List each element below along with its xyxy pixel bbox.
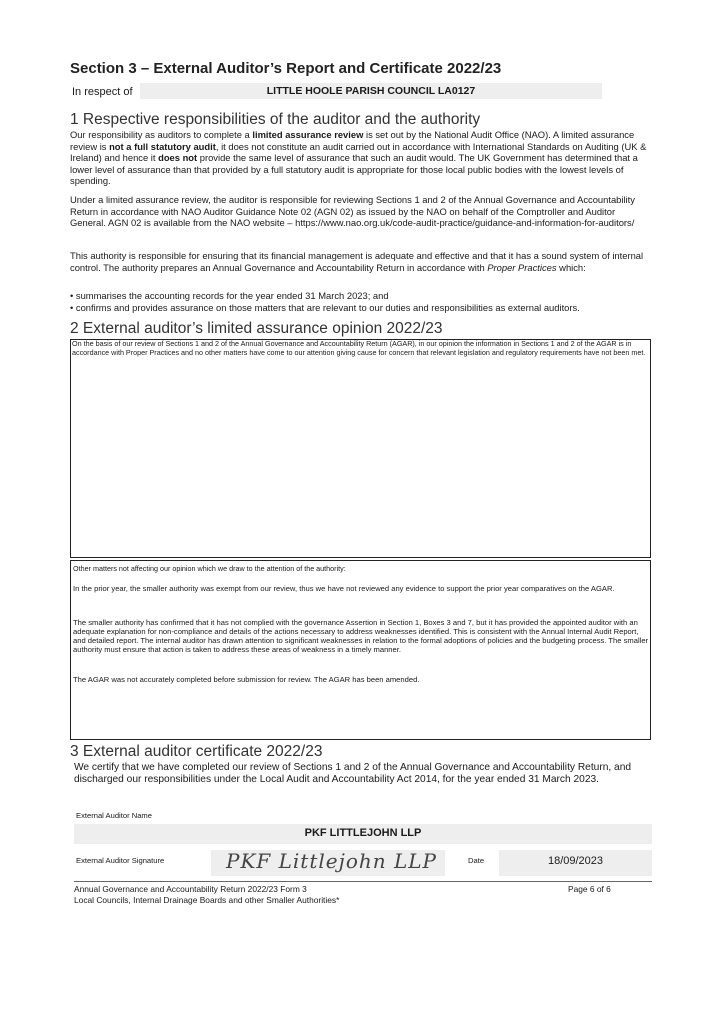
- date-label: Date: [468, 856, 485, 865]
- authority-name: LITTLE HOOLE PARISH COUNCIL LA0127: [266, 85, 476, 97]
- section2-heading: 2 External auditor’s limited assurance opinion 2022/23: [70, 320, 443, 337]
- p3-text-a: This authority is responsible for ensuring that its financial management is adequate and effective and that it has a sound system of internal control. The authority prepares an Annual Governance and Accountability Return in accordance with: [70, 250, 644, 273]
- p3-text-c: which:: [556, 261, 586, 273]
- respect-label: In respect of: [72, 86, 133, 98]
- opinion-text: On the basis of our review of Sections 1 and 2 of the Annual Governance and Accountability Return (AGAR), in our opinion the information in Sections 1 and 2 of the AGAR is in accordance with Proper Practices and no other matters have come to our attention giving cause for concern that relevant legislation and regulatory requirements have not been met.: [72, 339, 646, 357]
- page-number: Page 6 of 6: [568, 884, 611, 894]
- bullet-item: • summarises the accounting records for the year ended 31 March 2023; and: [70, 290, 389, 301]
- p1-text-a: Our responsibility as auditors to complete a: [70, 129, 253, 140]
- other-matters-intro: Other matters not affecting our opinion which we draw to the attention of the authority:: [73, 564, 346, 573]
- other-matter-3: The AGAR was not accurately completed before submission for review. The AGAR has been amended.: [73, 675, 420, 684]
- bullet-item: • confirms and provides assurance on those matters that are relevant to our duties and responsibilities as external auditors.: [70, 302, 580, 313]
- footer-divider: [74, 881, 652, 882]
- opinion-box: [70, 339, 651, 558]
- auditor-name-label: External Auditor Name: [76, 811, 152, 820]
- other-matter-2: The smaller authority has confirmed that it has not complied with the governance Assertion in Section 1, Boxes 3 and 7, but it has provided the appointed auditor with an adequate explanation for non-compliance and details of the actions necessary to address weaknesses identified. This is consistent with the Annual Internal Audit Report, and detailed report. The internal auditor has drawn attention to significant weaknesses in relation to the formal adoptions of policies and the budgeting process. The smaller authority must ensure that action is taken to address these areas of weakness in a timely manner.: [73, 618, 649, 654]
- p1-bold-not-full-audit: not a full statutory audit: [109, 140, 216, 152]
- page-title: Section 3 – External Auditor’s Report and Certificate 2022/23: [70, 60, 502, 77]
- p1-bold-does-not: does not: [158, 152, 198, 163]
- p1-text-e: , it does not constitute an audit carried out in accordance with International Standards on Auditing (UK & Ireland) and hence it: [70, 140, 647, 163]
- certificate-text: We certify that we have completed our review of Sections 1 and 2 of the Annual Governance and Accountability Return, and discharged our responsibilities under the Local Audit and Accountability Act 2014, for the year ended 31 March 2023.: [74, 762, 632, 785]
- p1-text-c: is set out by the National Audit Office (NAO). A limited assurance review is: [70, 129, 635, 152]
- section1-heading: 1 Respective responsibilities of the auditor and the authority: [70, 111, 481, 128]
- section1-bullets: [70, 290, 650, 314]
- section3-heading: 3 External auditor certificate 2022/23: [70, 743, 323, 760]
- footer-form-line: Annual Governance and Accountability Return 2022/23 Form 3: [74, 884, 307, 894]
- p1-bold-limited-review: limited assurance review: [252, 129, 364, 140]
- auditor-signature: PKF Littlejohn LLP: [226, 849, 437, 873]
- footer-authorities-line: Local Councils, Internal Drainage Boards and other Smaller Authorities*: [74, 895, 340, 905]
- p3-proper-practices: Proper Practices: [487, 261, 557, 273]
- auditor-signature-label: External Auditor Signature: [76, 856, 165, 865]
- auditor-name-value: PKF LITTLEJOHN LLP: [304, 827, 422, 839]
- section1-paragraph-2: Under a limited assurance review, the auditor is responsible for reviewing Sections 1 and 2 of the Annual Governance and Accountability Return in accordance with NAO Auditor Guidance Note 02 (AGN 02) as issued by the NAO on behalf of the Comptroller and Auditor General. AGN 02 is available from the NAO website – https://www.nao.org.uk/code-audit-practice/guidance-and-information-for-auditors/: [70, 194, 635, 228]
- section1-paragraph-1: [70, 129, 648, 187]
- section1-paragraph-3: [70, 250, 648, 273]
- other-matter-1: In the prior year, the smaller authority was exempt from our review, thus we have not reviewed any evidence to support the prior year comparatives on the AGAR.: [73, 584, 615, 593]
- date-value: 18/09/2023: [547, 855, 604, 867]
- p1-text-g: provide the same level of assurance that such an audit would. The UK Government has determined that a lower level of assurance than that provided by a full statutory audit is appropriate for those local public bodies with the lowest levels of spending.: [70, 152, 638, 186]
